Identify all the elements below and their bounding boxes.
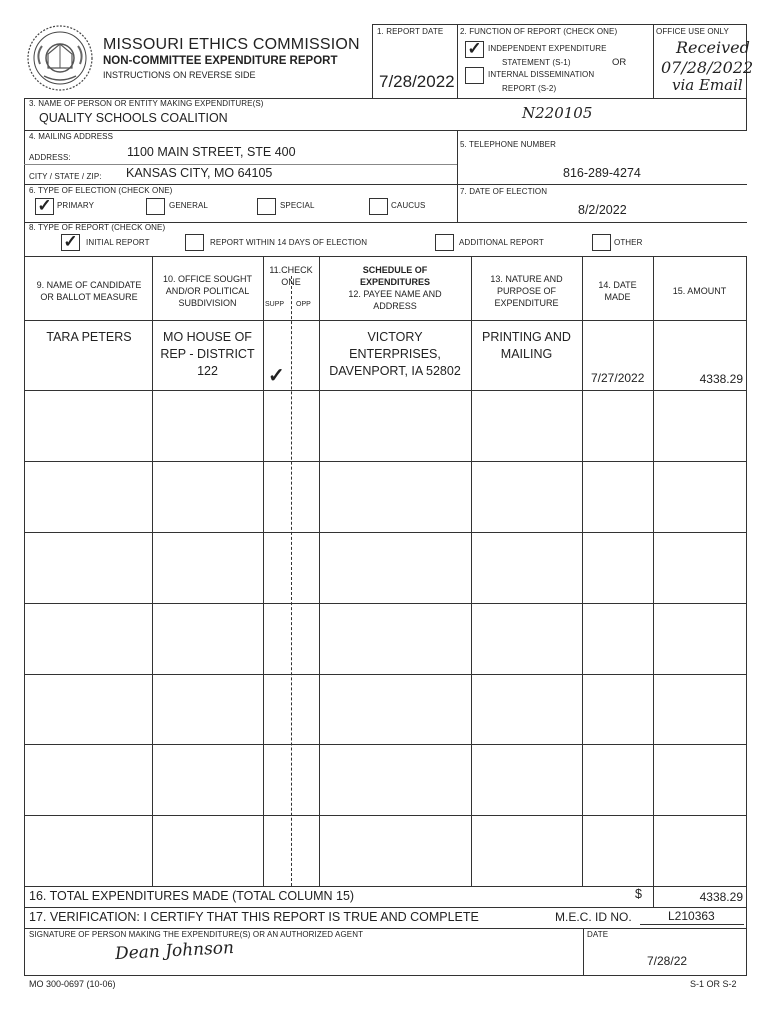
within-14-days-checkbox[interactable] bbox=[185, 234, 204, 251]
election-date-label: 7. DATE OF ELECTION bbox=[460, 187, 548, 196]
row-payee-1: VICTORY bbox=[367, 330, 423, 344]
special-label: SPECIAL bbox=[280, 201, 315, 210]
row-office-3: 122 bbox=[197, 364, 218, 378]
total-value: 4338.29 bbox=[699, 890, 743, 904]
within-14-days-label: REPORT WITHIN 14 DAYS OF ELECTION bbox=[210, 238, 368, 247]
supp-header: SUPP bbox=[265, 301, 285, 308]
state-seal bbox=[26, 24, 94, 92]
col-payee-header bbox=[319, 264, 471, 312]
initial-report-label: INITIAL REPORT bbox=[86, 238, 150, 247]
initial-report-checkbox[interactable]: ✓ bbox=[61, 234, 80, 251]
row-office-2: REP - DISTRICT bbox=[160, 347, 255, 361]
col-date-header bbox=[582, 279, 653, 303]
received-stamp-3: via Email bbox=[672, 76, 743, 94]
col-check-header-1: 11.CHECK bbox=[269, 265, 313, 275]
row-nature bbox=[471, 329, 582, 363]
address-label: ADDRESS: bbox=[29, 153, 71, 162]
col-nature-header bbox=[471, 273, 582, 309]
supp-check-mark: ✓ bbox=[268, 365, 285, 387]
signature-label: SIGNATURE OF PERSON MAKING THE EXPENDITURE(S) OR AN AUTHORIZED AGENT bbox=[29, 930, 364, 939]
commission-name: MISSOURI ETHICS COMMISSION bbox=[103, 36, 360, 53]
mec-id-value: L210363 bbox=[668, 909, 715, 923]
report-date-label: 1. REPORT DATE bbox=[377, 27, 444, 36]
election-type-label: 6. TYPE OF ELECTION (CHECK ONE) bbox=[29, 186, 173, 195]
total-label: 16. TOTAL EXPENDITURES MADE (TOTAL COLUMN 15) bbox=[29, 889, 355, 903]
report-type-label: 8. TYPE OF REPORT (CHECK ONE) bbox=[29, 223, 166, 232]
office-use-label: OFFICE USE ONLY bbox=[656, 27, 729, 36]
election-date-value: 8/2/2022 bbox=[578, 203, 627, 217]
col-check-header bbox=[263, 264, 319, 288]
signature-date-value: 7/28/22 bbox=[647, 954, 688, 968]
function-label: 2. FUNCTION OF REPORT (CHECK ONE) bbox=[460, 27, 618, 36]
col-nature-header-3: EXPENDITURE bbox=[494, 298, 559, 308]
opp-header: OPP bbox=[296, 301, 311, 308]
row-payee-3: DAVENPORT, IA 52802 bbox=[329, 364, 461, 378]
received-stamp-1: Received bbox=[676, 38, 750, 57]
col-candidate-header-2: OR BALLOT MEASURE bbox=[40, 292, 138, 302]
col-check-header-2: ONE bbox=[281, 277, 301, 287]
signature: Dean Johnson bbox=[114, 937, 235, 965]
other-label: OTHER bbox=[614, 238, 643, 247]
telephone-value: 816-289-4274 bbox=[563, 166, 641, 180]
row-payee-2: ENTERPRISES, bbox=[349, 347, 441, 361]
form-number: MO 300-0697 (10-06) bbox=[29, 979, 116, 989]
mec-id-label: M.E.C. ID NO. bbox=[555, 910, 632, 924]
col-office-header-3: SUBDIVISION bbox=[178, 298, 237, 308]
col-office-header-2: AND/OR POLITICAL bbox=[165, 286, 250, 296]
col-amount-header: 15. AMOUNT bbox=[672, 286, 727, 296]
received-stamp-2: 07/28/2022 bbox=[661, 58, 754, 77]
s2-checkbox[interactable] bbox=[465, 67, 484, 84]
caucus-label: CAUCUS bbox=[391, 201, 426, 210]
row-date: 7/27/2022 bbox=[591, 371, 645, 385]
entity-name-value: QUALITY SCHOOLS COALITION bbox=[39, 111, 228, 125]
row-payee bbox=[319, 329, 471, 380]
row-nature-1: PRINTING AND bbox=[482, 330, 571, 344]
col-payee-header-1: SCHEDULE OF bbox=[362, 265, 428, 275]
col-payee-header-2: EXPENDITURES bbox=[359, 277, 430, 287]
col-candidate-header-1: 9. NAME OF CANDIDATE bbox=[36, 280, 142, 290]
city-state-zip-label: CITY / STATE / ZIP: bbox=[29, 172, 102, 181]
additional-report-label: ADDITIONAL REPORT bbox=[459, 238, 544, 247]
col-date-header-1: 14. DATE bbox=[598, 280, 637, 290]
or-label: OR bbox=[612, 57, 627, 68]
s2-label-1: INTERNAL DISSEMINATION bbox=[488, 70, 595, 79]
row-candidate: TARA PETERS bbox=[46, 330, 132, 344]
additional-report-checkbox[interactable] bbox=[435, 234, 454, 251]
col-payee-header-4: ADDRESS bbox=[373, 301, 417, 311]
s2-label-2: REPORT (S-2) bbox=[502, 84, 557, 93]
form-title: NON-COMMITTEE EXPENDITURE REPORT bbox=[103, 55, 338, 67]
address-value: 1100 MAIN STREET, STE 400 bbox=[127, 145, 296, 159]
col-office-header bbox=[152, 273, 263, 309]
other-checkbox[interactable] bbox=[592, 234, 611, 251]
row-office bbox=[152, 329, 263, 380]
s1-label-1: INDEPENDENT EXPENDITURE bbox=[488, 44, 607, 53]
primary-label: PRIMARY bbox=[57, 201, 95, 210]
general-checkbox[interactable] bbox=[146, 198, 165, 215]
s1-label-2: STATEMENT (S-1) bbox=[502, 58, 571, 67]
general-label: GENERAL bbox=[169, 201, 208, 210]
mailing-address-label: 4. MAILING ADDRESS bbox=[29, 132, 114, 141]
col-date-header-2: MADE bbox=[604, 292, 631, 302]
col-nature-header-2: PURPOSE OF bbox=[496, 286, 556, 296]
telephone-label: 5. TELEPHONE NUMBER bbox=[460, 140, 556, 149]
city-state-zip-value: KANSAS CITY, MO 64105 bbox=[126, 166, 273, 180]
report-number: N220105 bbox=[522, 104, 593, 122]
caucus-checkbox[interactable] bbox=[369, 198, 388, 215]
verification-label: 17. VERIFICATION: I CERTIFY THAT THIS REPORT IS TRUE AND COMPLETE bbox=[29, 910, 479, 924]
special-checkbox[interactable] bbox=[257, 198, 276, 215]
col-nature-header-1: 13. NATURE AND bbox=[490, 274, 563, 284]
total-currency: $ bbox=[635, 887, 642, 901]
row-nature-2: MAILING bbox=[500, 347, 553, 361]
row-office-1: MO HOUSE OF bbox=[163, 330, 252, 344]
entity-name-label: 3. NAME OF PERSON OR ENTITY MAKING EXPENDITURE(S) bbox=[29, 99, 264, 108]
primary-checkbox[interactable]: ✓ bbox=[35, 198, 54, 215]
s1-checkbox[interactable]: ✓ bbox=[465, 41, 484, 58]
signature-date-label: DATE bbox=[587, 930, 609, 939]
col-payee-header-3: 12. PAYEE NAME AND bbox=[348, 289, 442, 299]
form-type: S-1 OR S-2 bbox=[690, 979, 737, 989]
instructions-note: INSTRUCTIONS ON REVERSE SIDE bbox=[103, 70, 256, 80]
row-amount: 4338.29 bbox=[699, 372, 743, 386]
col-candidate-header bbox=[26, 279, 152, 303]
report-date-value: 7/28/2022 bbox=[379, 72, 455, 91]
col-office-header-1: 10. OFFICE SOUGHT bbox=[162, 274, 252, 284]
